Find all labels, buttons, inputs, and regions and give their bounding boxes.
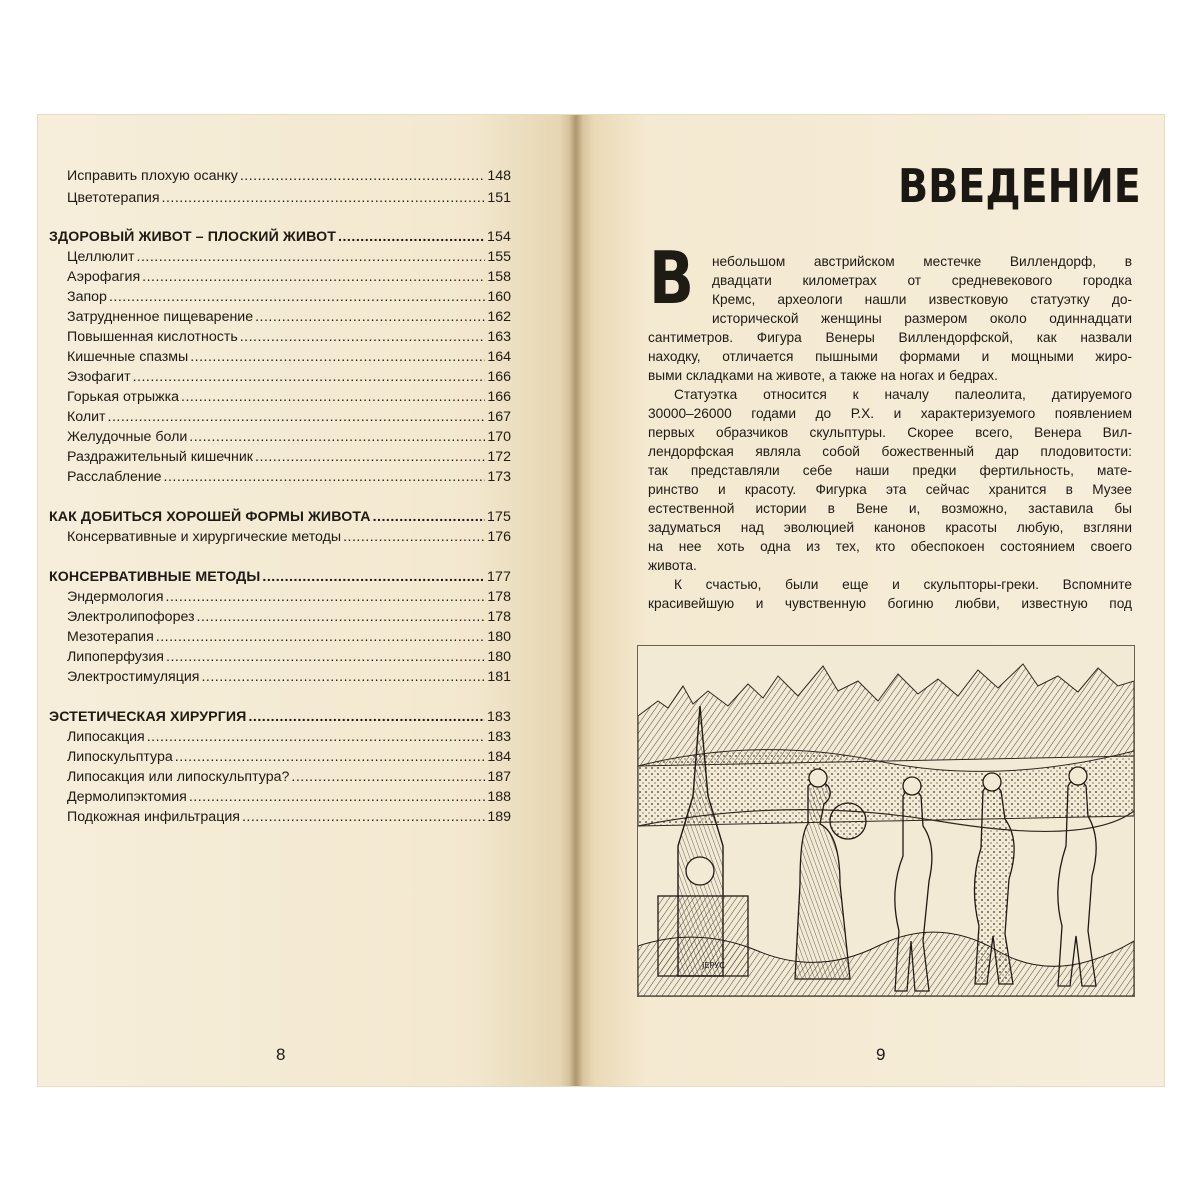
toc-item-title: Электростимуляция	[67, 669, 200, 685]
toc-item-page: 176	[487, 529, 511, 545]
toc-item-page: 155	[487, 249, 511, 265]
toc-leader-dots	[190, 348, 485, 366]
toc-item-page: 172	[487, 449, 511, 465]
toc-item-page: 187	[487, 769, 511, 785]
toc-item-title: Целлюлит	[67, 249, 135, 265]
body-line: ринство и красоту. Фигурка эта сейчас хранится в Музее	[648, 482, 1132, 497]
body-line: небольшом австрийском местечке Виллендорф, в	[712, 254, 1132, 269]
toc-item	[67, 608, 511, 626]
toc-item-page: 180	[487, 629, 511, 645]
toc-item-page: 166	[487, 369, 511, 385]
toc-item-title: Цветотерапия	[67, 190, 160, 206]
chapter-title: ВВЕДЕНИЕ	[898, 159, 1141, 213]
toc-leader-dots	[142, 268, 485, 286]
toc-item-page: 189	[487, 809, 511, 825]
toc-item-title: Запор	[67, 289, 107, 305]
toc-item	[67, 788, 511, 806]
toc-item-title: Мезотерапия	[67, 629, 154, 645]
toc-leader-dots	[108, 408, 486, 426]
toc-item-page: 166	[487, 389, 511, 405]
toc-item	[67, 388, 511, 406]
toc-section-title: ЭСТЕТИЧЕСКАЯ ХИРУРГИЯ	[49, 709, 247, 725]
toc-item	[67, 768, 511, 786]
toc-item	[67, 728, 511, 746]
engraving-illustration	[637, 645, 1135, 997]
toc-item-page: 148	[487, 168, 511, 184]
toc-item	[67, 448, 511, 466]
body-line: находку, отличается пышными формами и мощными жиро-	[648, 349, 1132, 364]
toc-leader-dots	[166, 648, 485, 666]
toc-leader-dots	[164, 468, 486, 486]
toc-item-page: 180	[487, 649, 511, 665]
toc-item-page: 164	[487, 349, 511, 365]
toc-leader-dots	[197, 608, 486, 626]
toc-item-title: Подкожная инфильтрация	[67, 809, 240, 825]
toc-item-page: 173	[487, 469, 511, 485]
toc-item-page: 181	[487, 669, 511, 685]
toc-item-title: Липоскульптура	[67, 749, 173, 765]
toc-item-page: 162	[487, 309, 511, 325]
toc-item-title: Желудочные боли	[67, 429, 188, 445]
toc-item-title: Липосакция	[67, 729, 145, 745]
toc-leader-dots	[240, 328, 486, 346]
toc-item-title: Липосакция или липоскульптура?	[67, 769, 290, 785]
toc-item-title: Кишечные спазмы	[67, 349, 189, 365]
toc-item	[67, 528, 511, 546]
toc-section-page: 154	[487, 229, 511, 245]
toc-item-title: Липоперфузия	[67, 649, 164, 665]
toc-item-page: 167	[487, 409, 511, 425]
toc-item	[67, 408, 511, 426]
engraving-mark: ЈЕРУС	[702, 961, 725, 970]
body-line: так представляли себе наши предки фертильность, мате-	[648, 463, 1132, 478]
toc-item-title: Электролипофорез	[67, 609, 195, 625]
toc-item	[67, 189, 511, 207]
toc-item	[67, 167, 511, 185]
toc-leader-dots	[137, 248, 486, 266]
toc-item-title: Эзофагит	[67, 369, 131, 385]
toc-section-page: 175	[487, 509, 511, 525]
toc-leader-dots	[262, 568, 485, 586]
toc-item-title: Консервативные и хирургические методы	[67, 529, 342, 545]
toc-item-page: 170	[487, 429, 511, 445]
toc-item-page: 178	[487, 589, 511, 605]
toc-item	[67, 248, 511, 266]
toc-leader-dots	[343, 528, 485, 546]
body-line: красивейшую и чувственную богиню любви, известную под	[648, 596, 1132, 611]
toc-item	[67, 668, 511, 686]
toc-leader-dots	[181, 388, 485, 406]
toc-section	[49, 568, 511, 586]
toc-section-page: 177	[487, 569, 511, 585]
toc-section-title: ЗДОРОВЫЙ ЖИВОТ – ПЛОСКИЙ ЖИВОТ	[49, 229, 337, 245]
toc-leader-dots	[255, 308, 485, 326]
toc-item-title: Дермолипэктомия	[67, 789, 187, 805]
toc-item-page: 151	[487, 190, 511, 206]
open-book	[38, 115, 1164, 1086]
toc-item-page: 188	[487, 789, 511, 805]
body-line: исторической женщины размером около одиннадцати	[712, 311, 1132, 326]
toc-section-title: КАК ДОБИТЬСЯ ХОРОШЕЙ ФОРМЫ ЖИВОТА	[49, 509, 371, 525]
toc-item	[67, 308, 511, 326]
toc-leader-dots	[156, 628, 486, 646]
toc-leader-dots	[373, 508, 485, 526]
toc-item	[67, 648, 511, 666]
body-line: 30000–26000 годами до Р.Х. и характеризуемого появлением	[648, 406, 1132, 421]
toc-item-page: 160	[487, 289, 511, 305]
toc-leader-dots	[162, 189, 486, 207]
body-line: двадцати километрах от средневекового городка	[712, 273, 1132, 288]
book-gutter	[569, 115, 583, 1086]
toc-leader-dots	[338, 228, 485, 246]
toc-item-title: Расслабление	[67, 469, 162, 485]
toc-item-title: Аэрофагия	[67, 269, 141, 285]
body-line: на нее хоть одна из тех, кто обеспокоен состоянием своего	[648, 539, 1132, 554]
toc-item	[67, 368, 511, 386]
toc-leader-dots	[189, 788, 486, 806]
toc-section	[49, 508, 511, 526]
toc-leader-dots	[201, 668, 485, 686]
body-line: сантиметров. Фигура Венеры Виллендорфской, как назвали	[648, 330, 1132, 345]
toc-section-page: 183	[487, 709, 511, 725]
toc-leader-dots	[133, 368, 486, 386]
toc-leader-dots	[255, 448, 485, 466]
toc-item-title: Раздражительный кишечник	[67, 449, 254, 465]
body-line: задуматься над эволюцией канонов красоты любую, взгляни	[648, 520, 1132, 535]
toc-leader-dots	[291, 768, 485, 786]
toc-item-title: Колит	[67, 409, 106, 425]
toc-item	[67, 588, 511, 606]
body-line: живота.	[648, 558, 697, 573]
toc-item	[67, 748, 511, 766]
toc-section	[49, 228, 511, 246]
toc-item-page: 183	[487, 729, 511, 745]
toc-item	[67, 348, 511, 366]
toc-item-page: 178	[487, 609, 511, 625]
body-line: выми складками на животе, а также на ногах и бедрах.	[648, 368, 998, 383]
toc-leader-dots	[240, 167, 485, 185]
toc-leader-dots	[109, 288, 485, 306]
toc-leader-dots	[248, 708, 485, 726]
drop-cap: В	[649, 236, 695, 320]
engraving-artwork	[638, 646, 1134, 996]
toc-item-title: Повышенная кислотность	[67, 329, 238, 345]
toc-leader-dots	[189, 428, 485, 446]
toc-item	[67, 428, 511, 446]
toc-item	[67, 328, 511, 346]
toc-item-page: 163	[487, 329, 511, 345]
body-line: первых образчиков скульптуры. Скорее всего, Венера Вил-	[648, 425, 1132, 440]
body-line: Статуэтка относится к началу палеолита, датируемого	[674, 387, 1132, 402]
body-line: Кремс, археологи нашли известковую статуэтку до-	[712, 292, 1132, 307]
toc-item	[67, 628, 511, 646]
toc-item-title: Эндермология	[67, 589, 164, 605]
toc-item	[67, 808, 511, 826]
toc-item-title: Исправить плохую осанку	[67, 168, 238, 184]
toc-section	[49, 708, 511, 726]
toc-leader-dots	[147, 728, 486, 746]
toc-section-title: КОНСЕРВАТИВНЫЕ МЕТОДЫ	[49, 569, 261, 585]
toc-leader-dots	[175, 748, 486, 766]
page-number-left: 8	[276, 1045, 286, 1064]
body-line: лендорфская являла собой божественный дар плодовитости:	[648, 444, 1132, 459]
toc-item-page: 184	[487, 749, 511, 765]
toc-item-title: Горькая отрыжка	[67, 389, 180, 405]
body-line: естественной истории в Вене и, возможно, заставила бы	[648, 501, 1132, 516]
toc-item	[67, 468, 511, 486]
page-number-right: 9	[876, 1045, 886, 1064]
body-line: К счастью, были еще и скульпторы-греки. Вспомните	[674, 577, 1132, 592]
toc-item	[67, 288, 511, 306]
toc-item-page: 158	[487, 269, 511, 285]
toc-item	[67, 268, 511, 286]
toc-leader-dots	[166, 588, 486, 606]
toc-item-title: Затрудненное пищеварение	[67, 309, 254, 325]
toc-leader-dots	[242, 808, 485, 826]
